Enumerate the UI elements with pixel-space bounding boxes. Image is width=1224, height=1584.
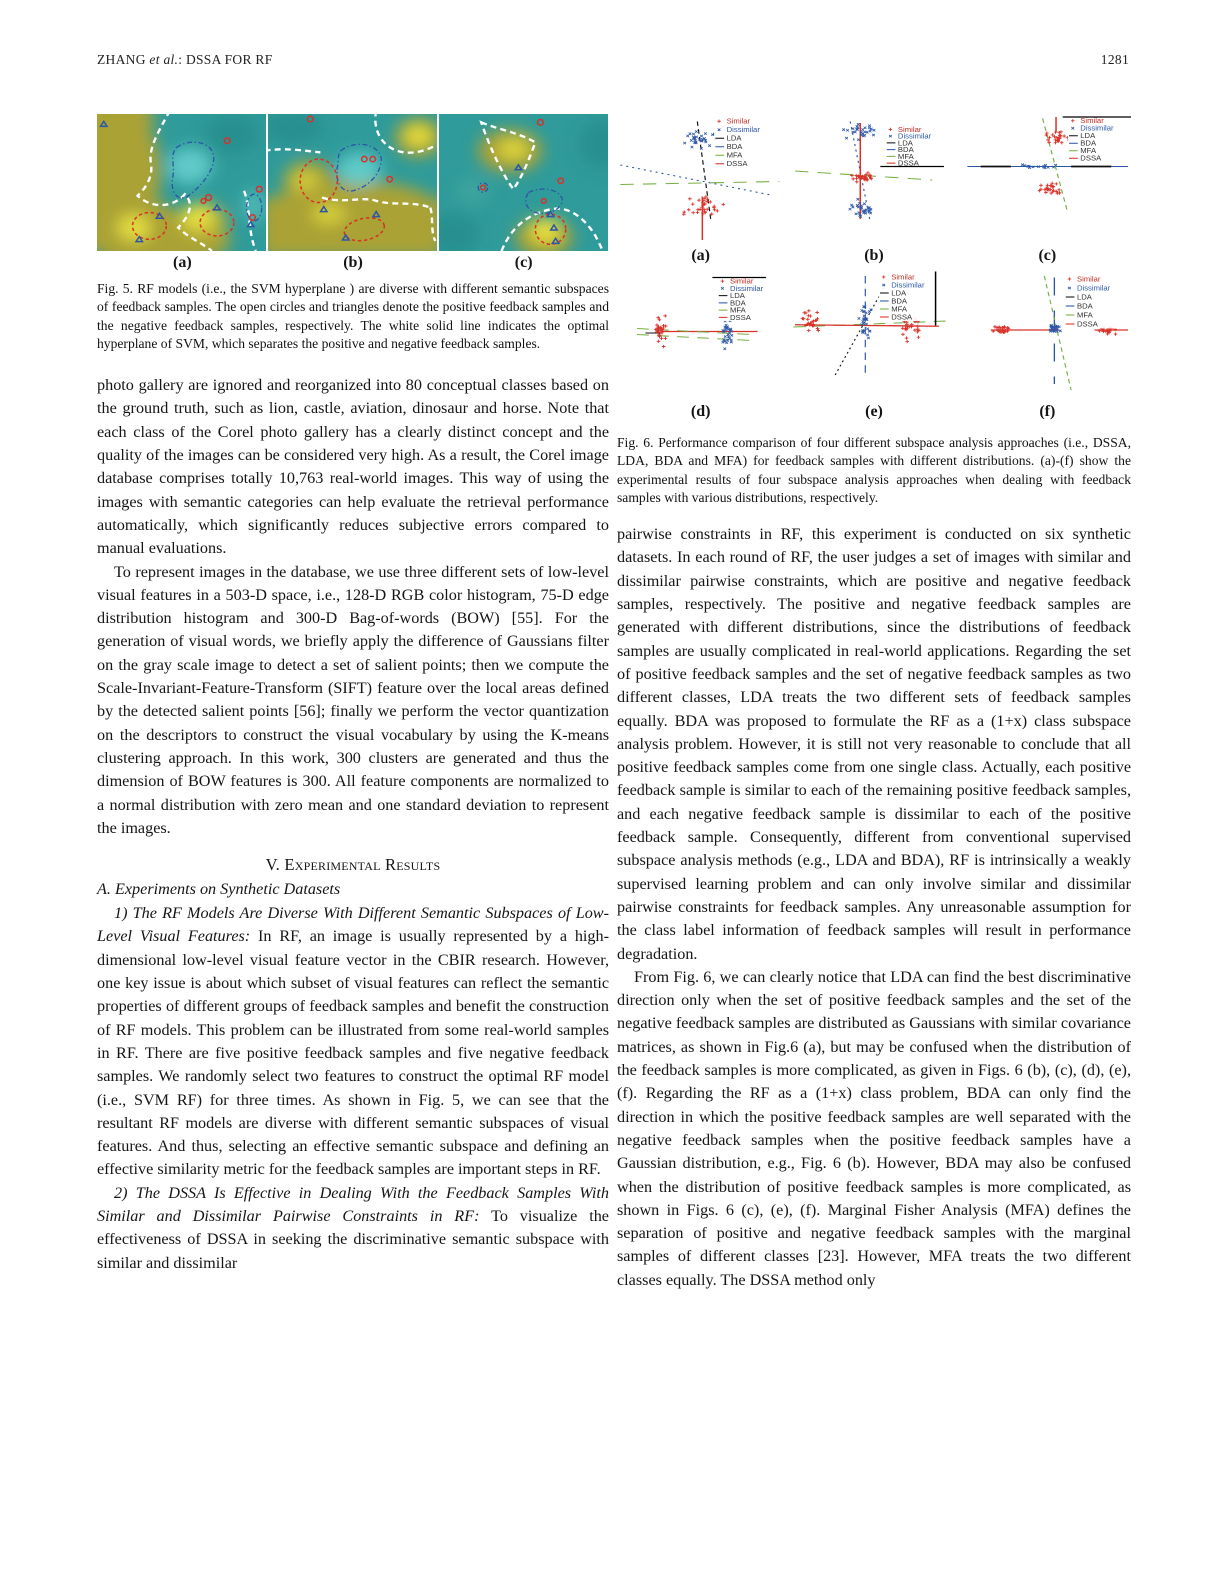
fig6-legend-label: DSSA	[729, 313, 751, 322]
fig6-legend-label: Dissimilar	[891, 280, 925, 290]
fig6-legend-label: DSSA	[891, 312, 913, 322]
fig6-legend-label: Similar	[1076, 274, 1101, 284]
fig6-panel-f	[964, 270, 1131, 426]
fig6-legend-label: BDA	[729, 298, 746, 308]
fig6-scatter-plot	[617, 114, 784, 246]
fig6-legend-label: LDA	[726, 134, 742, 143]
fig6-panel-label: (b)	[864, 247, 884, 264]
fig6-legend-label: LDA	[898, 138, 914, 148]
paragraph-rf-models-diverse	[97, 902, 609, 1182]
fig6-panel-label: (c)	[1038, 247, 1057, 264]
fig6-caption: Fig. 6. Performance comparison of four different subspace analysis approaches (i.e., DSSA, LDA, BDA and MFA) for feedback samples with different distributions. (a)-(f) show the experimental results of four subspace analysis approaches when dealing with feedback samples with various distributions, respectively.	[617, 435, 1131, 505]
fig6-legend-label: Similar	[726, 117, 751, 126]
section-heading-experimental-results: V. Experimental Results	[265, 855, 441, 875]
fig6-legend-label: Similar	[891, 272, 916, 282]
fig6-legend-label: LDA	[1076, 292, 1092, 302]
fig6-legend-label: DSSA	[726, 159, 748, 169]
fig6-panel-label: (d)	[690, 403, 711, 420]
page-header	[97, 52, 1129, 68]
fig6-legend-label: BDA	[891, 296, 908, 306]
fig6-legend-label: Dissimilar	[726, 125, 760, 135]
fig6-legend-label: DSSA	[1076, 319, 1098, 329]
fig6-legend-label: MFA	[729, 305, 746, 315]
fig6-scatter-plot	[790, 270, 957, 402]
fig6-scatter-plot	[964, 270, 1131, 402]
paragraph-from-fig6: From Fig. 6, we can clearly notice that LDA can find the best discriminative direction only when the set of positive feedback samples and the set of the negative feedback samples are distributed as Gaussians with similar covariance matrices, as shown in Fig.6 (a), but may be confused when the distribution of the feedback samples is more complicated, as given in Figs. 6 (b), (c), (d), (e), (f). Regarding the RF as a (1+x) class problem, BDA can only find the direction in which the positive feedback samples are well separated with the negative feedback samples when the positive feedback samples have a Gaussian distribution, e.g., Fig. 6 (b). However, BDA may also be confused when the distribution of positive feedback samples is more complicated, as shown in Figs. 6 (c), (e), (f). Marginal Fisher Analysis (MFA) defines the separation of positive and negative feedback samples with the marginal samples of different classes [23]. However, MFA treats the two different classes equally. The DSSA method only	[617, 967, 1131, 1289]
paragraph-dssa-effective	[97, 1182, 609, 1275]
paragraph-lead-italic: 2) The DSSA Is Effective in Dealing With the Feedback Samples With Similar and Dissimilar Pairwise Constraints in RF:	[97, 1183, 609, 1225]
right-column	[617, 114, 1131, 1292]
fig6-legend-label: BDA	[726, 142, 743, 152]
fig6-legend-label: MFA	[1079, 146, 1096, 156]
fig6-legend-label: LDA	[729, 291, 745, 300]
fig6-scatter-plot	[964, 114, 1131, 246]
fig6-legend-label: Dissimilar	[1076, 283, 1110, 293]
fig5-panel-labels	[97, 254, 609, 272]
fig6-scatter-plot	[790, 114, 957, 246]
fig6-panel-e	[790, 270, 957, 426]
fig6-legend-label: Dissimilar	[729, 284, 764, 293]
fig5-panel-b-image	[268, 114, 437, 251]
paragraph-lead-italic: 1) The RF Models Are Diverse With Different Semantic Subspaces of Low-Level Visual Features:	[97, 904, 609, 946]
figure-5	[97, 114, 609, 353]
fig6-panel-c	[964, 114, 1131, 270]
fig5-panels	[97, 114, 609, 251]
fig5-label-a: (a)	[173, 254, 192, 271]
fig6-legend-label: BDA	[898, 145, 915, 154]
fig6-legend-label: MFA	[726, 151, 743, 160]
fig6-legend-label: LDA	[891, 288, 907, 298]
fig6-legend-label: MFA	[898, 152, 915, 161]
paragraph-visual-features: To represent images in the database, we use three different sets of low-level visual features in a 503-D space, i.e., 128-D RGB color histogram, 75-D edge distribution histogram and 300-D Bag-of-words (BOW) [55]. For the generation of visual words, we briefly apply the difference of Gaussians filter on the gray scale image to detect a set of salient points; then we compute the Scale-Invariant-Feature-Transform (SIFT) feature over the local areas defined by the detected salient points [56]; finally we perform the vector quantization on the descriptors to construct the visual vocabulary by using the K-means clustering approach. In this work, 300 clusters are generated and thus the dimension of BOW features is 300. All feature components are normalized to a normal distribution with zero mean and one standard deviation to represent the images.	[97, 562, 609, 837]
fig6-legend-label: Dissimilar	[898, 131, 932, 141]
left-column	[97, 114, 609, 1275]
fig6-panel-b	[790, 114, 957, 270]
paragraph-pairwise-constraints: pairwise constraints in RF, this experiment is conducted on six synthetic datasets. In each round of RF, the user judges a set of images with similar and dissimilar pairwise constraints, which are positive and negative feedback samples, respectively. The positive and negative feedback samples are generated with different distributions, since the distributions of feedback samples are usually complicated in real-world applications. Regarding the set of positive feedback samples and the set of negative feedback samples as two different classes, LDA treats the two different sets of feedback samples equally. BDA was proposed to formulate the RF as a (1+x) class subspace analysis problem. However, it is still not very reasonable to conclude that all positive feedback samples come from one single class. Actually, each positive feedback sample is similar to each of the remaining positive feedback samples, and each negative feedback sample is dissimilar to each of the positive feedback sample. Consequently, different from conventional supervised subspace analysis methods (e.g., LDA and BDA), RF is intrinsically a weakly supervised learning problem and can only involve similar and dissimilar pairwise constraints for feedback samples. Any unreasonable assumption for the class label information of feedback samples will result in performance degradation.	[617, 525, 1131, 963]
fig6-legend-label: DSSA	[1079, 154, 1101, 163]
fig5-panel-a-image	[97, 114, 266, 251]
fig6-legend-label: MFA	[1076, 310, 1093, 320]
fig6-legend-label: Dissimilar	[1079, 124, 1114, 133]
running-title: ZHANG et al.: DSSA FOR RF	[97, 52, 273, 67]
fig6-legend-label: DSSA	[898, 158, 920, 168]
fig5-label-b: (b)	[343, 254, 363, 271]
fig6-legend-label: Similar	[898, 125, 922, 134]
paragraph-text: In RF, an image is usually represented by a high-dimensional low-level visual feature vector in the CBIR research. However, one key issue is about which subset of visual features can reflect the semantic properties of different groups of feedback samples and benefit the construction of RF models. This problem can be illustrated from some real-world samples in RF. There are five positive feedback samples and five negative feedback samples. We randomly select two features to construct the optimal RF model (i.e., SVM RF) for three times. As shown in Fig. 5, we can see that the resultant RF models are diverse with different semantic subspaces of visual features. And thus, selecting an effective semantic subspace and defining an effective similarity metric for the feedback samples are important steps in RF.	[97, 927, 609, 1179]
fig5-caption: Fig. 5. RF models (i.e., the SVM hyperplane ) are diverse with different semantic subspaces of feedback samples. The open circles and triangles denote the positive feedback samples and the negative feedback samples, respectively. The white solid line indicates the optimal hyperplane of SVM, which separates the positive and negative feedback samples.	[97, 281, 609, 351]
page-number: 1281	[1100, 52, 1129, 67]
figure-6	[617, 114, 1131, 507]
fig6-panel-a	[617, 114, 784, 270]
fig6-panel-d	[617, 270, 784, 426]
fig6-legend-label: MFA	[891, 304, 908, 314]
fig6-panel-label: (a)	[691, 247, 710, 264]
fig6-legend-label: Similar	[1079, 116, 1104, 126]
fig6-legend-label: LDA	[1079, 131, 1095, 141]
subsection-heading-synthetic-datasets: A. Experiments on Synthetic Datasets	[97, 880, 341, 899]
fig6-scatter-plot	[617, 270, 784, 402]
fig6-panel-label: (e)	[865, 403, 883, 420]
fig5-panel-c-image	[439, 114, 608, 251]
paragraph-text: To visualize the effectiveness of DSSA in seeking the discriminative semantic subspace with similar and dissimilar	[97, 1206, 609, 1272]
fig6-legend-label: BDA	[1079, 139, 1096, 148]
fig6-panels	[617, 114, 1131, 426]
fig6-legend-label: BDA	[1076, 301, 1093, 311]
paragraph-corel-gallery: photo gallery are ignored and reorganized into 80 conceptual classes based on the ground truth, such as lion, castle, aviation, dinosaur and horse. Note that each class of the Corel photo gallery has a clearly distinct concept and the quality of the images can be considered very high. As a result, the Corel image database comprises totally 10,763 real-world images. This way of using the images with semantic categories can help evaluate the retrieval performance automatically, which significantly reduces subjective errors compared to manual evaluations.	[97, 376, 609, 558]
fig6-panel-label: (f)	[1039, 403, 1056, 420]
fig5-label-c: (c)	[514, 254, 533, 271]
fig6-legend-label: Similar	[729, 276, 754, 286]
